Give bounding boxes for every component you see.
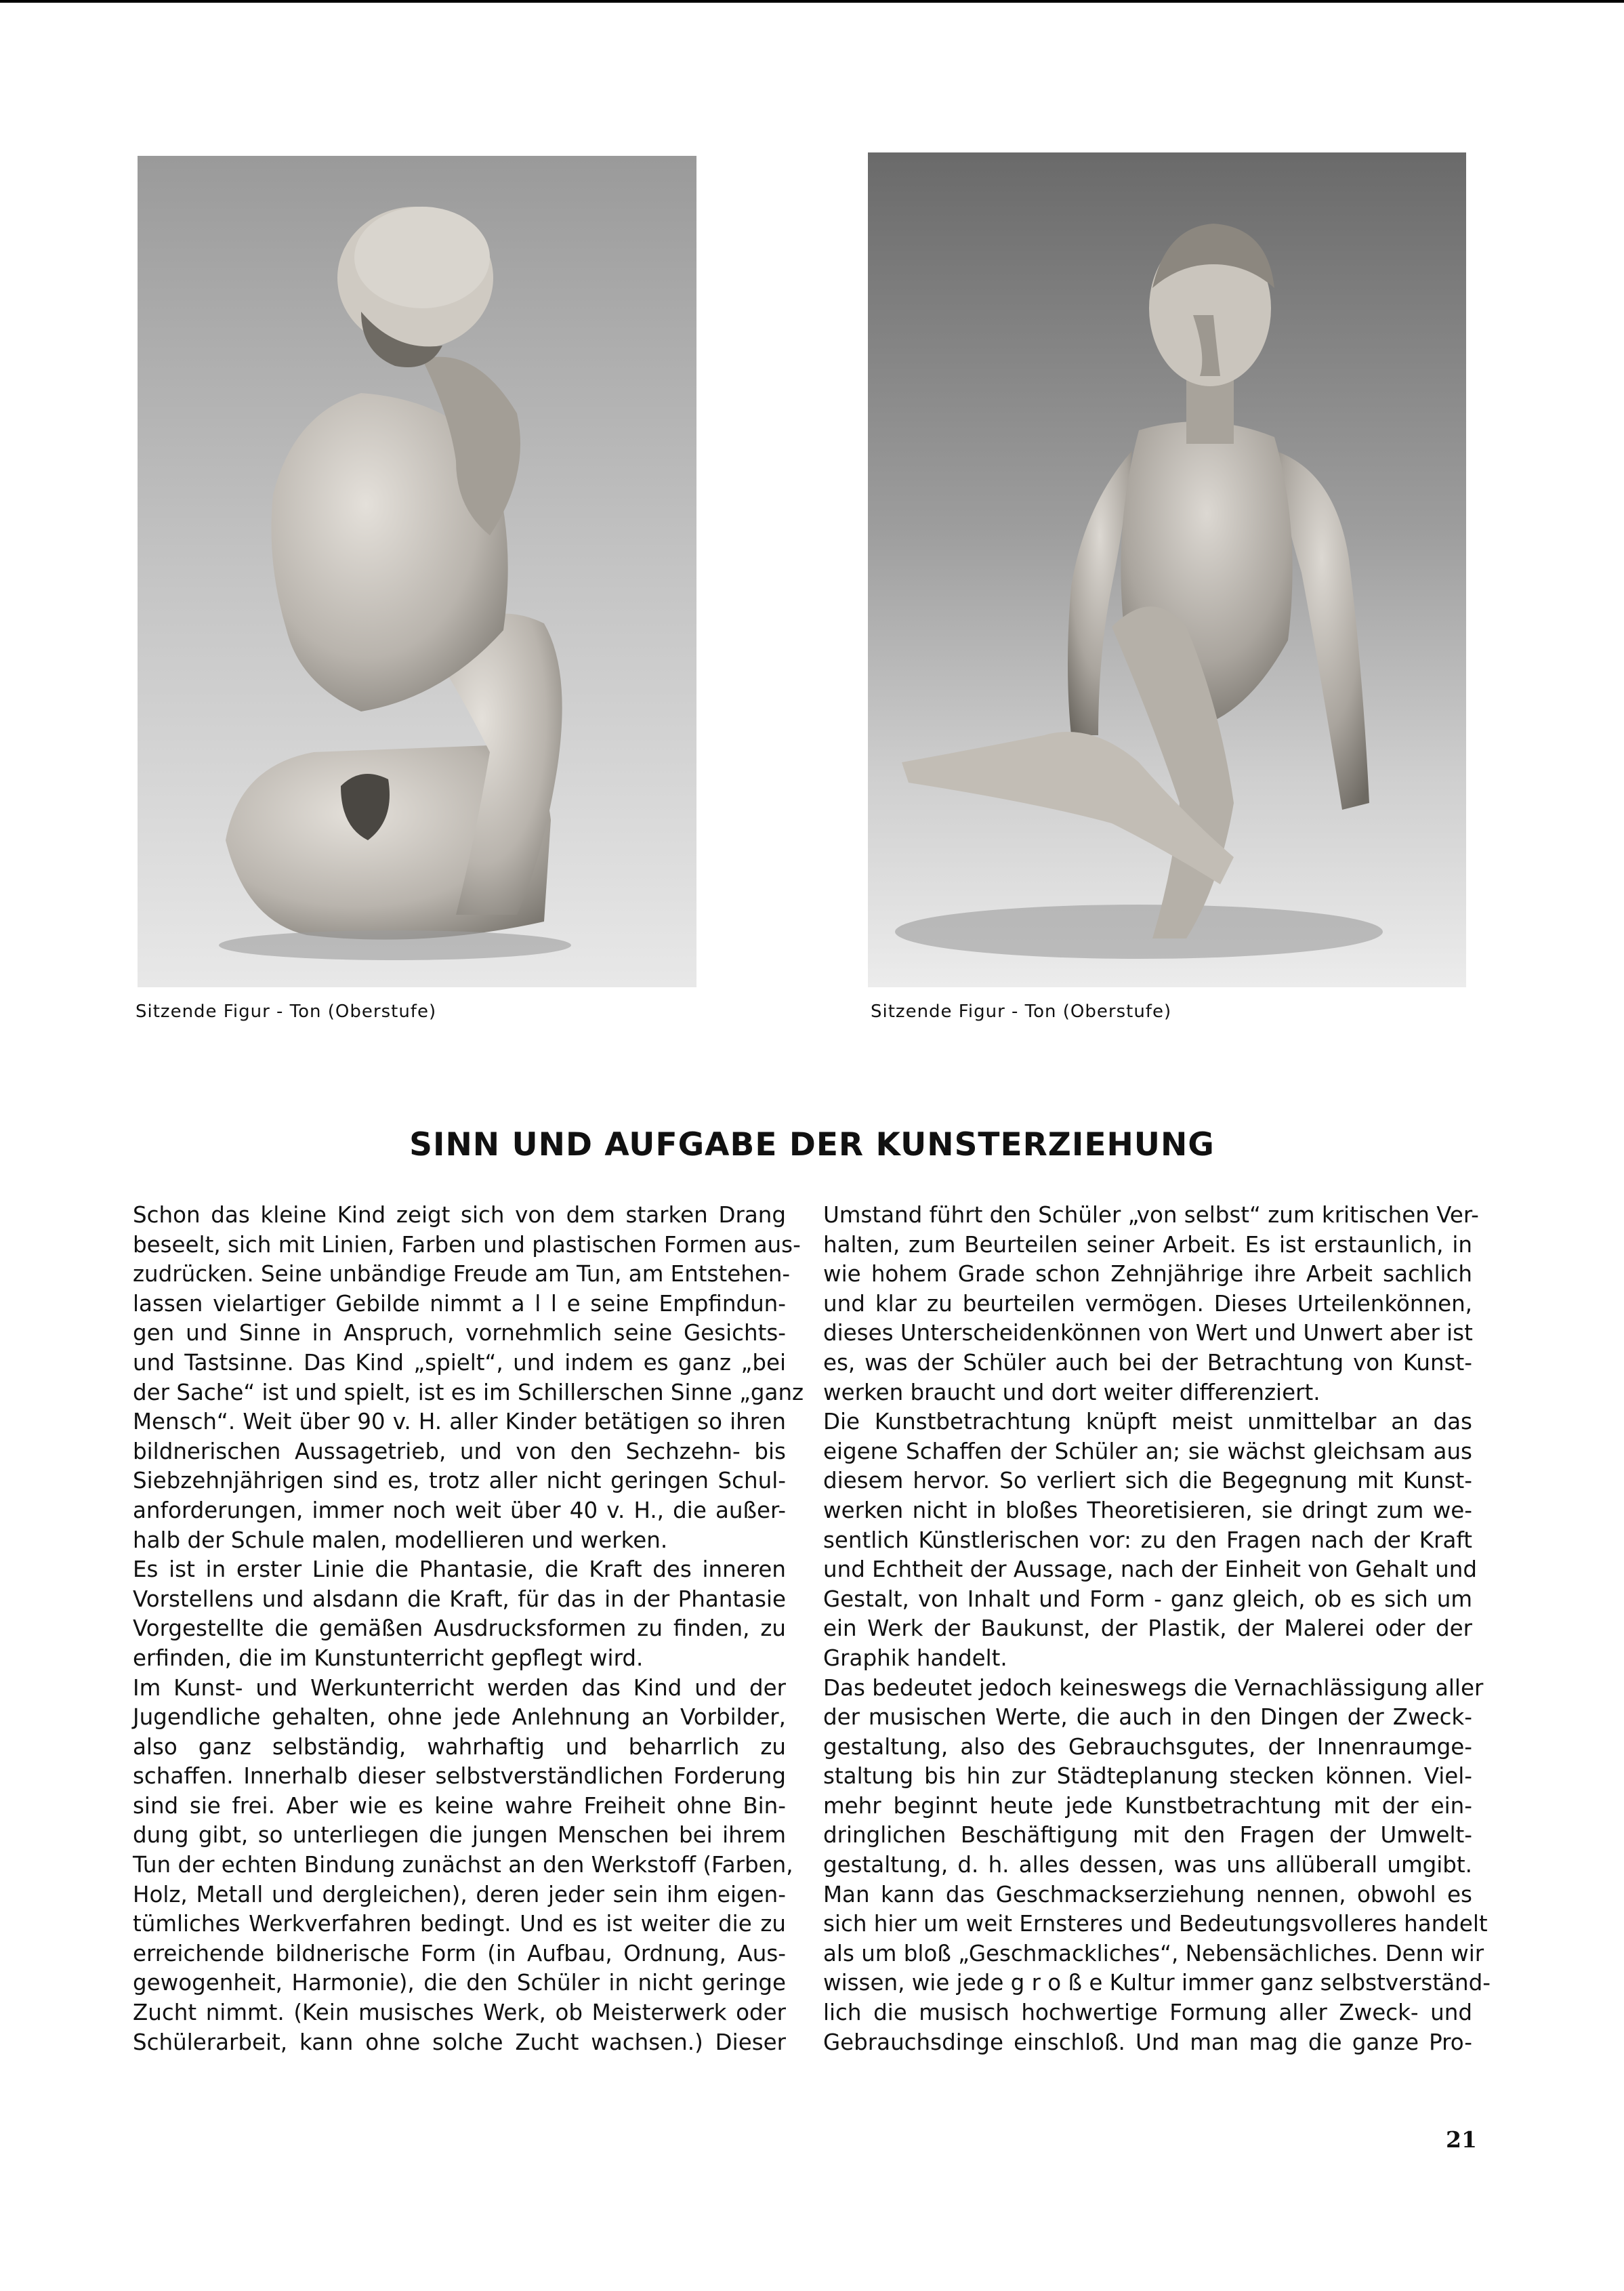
text-line: Man kann das Geschmackserziehung nennen, obwohl es bbox=[823, 1881, 1472, 1907]
text-line: Umstand führt den Schüler „von selbst“ zum kritischen Ver- bbox=[823, 1202, 1479, 1228]
text-line: Schülerarbeit, kann ohne solche Zucht wachsen.) Dieser bbox=[133, 2029, 786, 2055]
text-line: beseelt, sich mit Linien, Farben und plastischen Formen aus- bbox=[133, 1231, 801, 1258]
text-line: Siebzehnjährigen sind es, trotz aller nicht geringen Schul- bbox=[133, 1468, 786, 1494]
text-line: Es ist in erster Linie die Phantasie, die Kraft des inneren bbox=[133, 1556, 786, 1583]
text-line: sind sie frei. Aber wie es keine wahre Freiheit ohne Bin- bbox=[133, 1792, 786, 1819]
text-line: Tun der echten Bindung zunächst an den Werkstoff (Farben, bbox=[133, 1852, 793, 1878]
text-line: wie hohem Grade schon Zehnjährige ihre Arbeit sachlich bbox=[823, 1261, 1472, 1287]
text-line: werken braucht und dort weiter differenziert. bbox=[823, 1379, 1320, 1405]
photo-seated-figure-right bbox=[868, 152, 1466, 987]
text-line: erreichende bildnerische Form (in Aufbau, Ordnung, Aus- bbox=[133, 1940, 786, 1966]
text-line: Graphik handelt. bbox=[823, 1645, 1007, 1671]
text-line: gestaltung, d. h. alles dessen, was uns allüberall umgibt. bbox=[823, 1852, 1472, 1878]
text-line: und Echtheit der Aussage, nach der Einheit von Gehalt und bbox=[823, 1556, 1477, 1583]
text-line: dringlichen Beschäftigung mit den Fragen der Umwelt- bbox=[823, 1822, 1472, 1849]
text-line: gestaltung, also des Gebrauchsgutes, der Innenraumge- bbox=[823, 1733, 1472, 1760]
text-line: Gebrauchsdinge einschloß. Und man mag die ganze Pro- bbox=[823, 2029, 1472, 2055]
text-line: der musischen Werte, die auch in den Dingen der Zweck- bbox=[823, 1704, 1472, 1731]
text-line: Gestalt, von Inhalt und Form - ganz gleich, ob es sich um bbox=[823, 1586, 1472, 1612]
text-line: werken nicht in bloßes Theoretisieren, sie dringt zum we- bbox=[823, 1497, 1472, 1523]
text-line: lich die musisch hochwertige Formung aller Zweck- und bbox=[823, 2000, 1472, 2026]
text-line: eigene Schaffen der Schüler an; sie wächst gleichsam aus bbox=[823, 1438, 1472, 1464]
text-column-left bbox=[133, 1201, 804, 2057]
text-line: es, was der Schüler auch bei der Betrachtung von Kunst- bbox=[823, 1349, 1472, 1376]
text-line: Das bedeutet jedoch keineswegs die Vernachlässigung aller bbox=[823, 1674, 1484, 1701]
text-line: Zucht nimmt. (Kein musisches Werk, ob Meisterwerk oder bbox=[133, 2000, 786, 2026]
text-column-right bbox=[823, 1201, 1491, 2057]
text-line: wissen, wie jede g r o ß e Kultur immer ganz selbstverständ- bbox=[823, 1970, 1491, 1996]
text-line: Schon das kleine Kind zeigt sich von dem starken Drang bbox=[133, 1202, 786, 1228]
text-line: staltung bis hin zur Städteplanung stecken können. Viel- bbox=[823, 1763, 1472, 1790]
text-line: Im Kunst- und Werkunterricht werden das Kind und der bbox=[133, 1674, 786, 1701]
photo-seated-figure-left bbox=[138, 156, 696, 987]
text-line: dieses Unterscheidenkönnen von Wert und Unwert aber ist bbox=[823, 1320, 1473, 1346]
text-line: also ganz selbständig, wahrhaftig und beharrlich zu bbox=[133, 1733, 786, 1760]
photo-caption-left: Sitzende Figur - Ton (Oberstufe) bbox=[136, 1002, 437, 1022]
text-line: mehr beginnt heute jede Kunstbetrachtung mit der ein- bbox=[823, 1792, 1472, 1819]
text-line: sich hier um weit Ernsteres und Bedeutungsvolleres handelt bbox=[823, 1911, 1488, 1937]
page-number: 21 bbox=[1446, 2126, 1477, 2153]
text-line: der Sache“ ist und spielt, ist es im Schillerschen Sinne „ganz bbox=[133, 1379, 804, 1405]
text-line: Vorgestellte die gemäßen Ausdrucksformen zu finden, zu bbox=[133, 1615, 786, 1642]
text-line: Die Kunstbetrachtung knüpft meist unmittelbar an das bbox=[823, 1409, 1472, 1435]
text-line: gewogenheit, Harmonie), die den Schüler in nicht geringe bbox=[133, 1970, 786, 1996]
text-line: Jugendliche gehalten, ohne jede Anlehnung an Vorbilder, bbox=[133, 1704, 786, 1731]
text-line: Vorstellens und alsdann die Kraft, für das in der Phantasie bbox=[133, 1586, 786, 1612]
text-line: halten, zum Beurteilen seiner Arbeit. Es ist erstaunlich, in bbox=[823, 1231, 1472, 1258]
text-line: schaffen. Innerhalb dieser selbstverständlichen Forderung bbox=[133, 1763, 786, 1790]
text-line: zudrücken. Seine unbändige Freude am Tun, am Entstehen- bbox=[133, 1261, 791, 1287]
top-rule bbox=[0, 0, 1624, 3]
text-line: lassen vielartiger Gebilde nimmt a l l e seine Empfindun- bbox=[133, 1290, 786, 1317]
text-line: erfinden, die im Kunstunterricht gepflegt wird. bbox=[133, 1645, 644, 1671]
text-line: Holz, Metall und dergleichen), deren jeder sein ihm eigen- bbox=[133, 1881, 786, 1907]
article-title: SINN UND AUFGABE DER KUNSTERZIEHUNG bbox=[409, 1126, 1215, 1163]
text-line: dung gibt, so unterliegen die jungen Menschen bei ihrem bbox=[133, 1822, 786, 1849]
text-line: gen und Sinne in Anspruch, vornehmlich seine Gesichts- bbox=[133, 1320, 786, 1346]
text-line: diesem hervor. So verliert sich die Begegnung mit Kunst- bbox=[823, 1468, 1472, 1494]
text-line: und klar zu beurteilen vermögen. Dieses Urteilenkönnen, bbox=[823, 1290, 1472, 1317]
photo-caption-right: Sitzende Figur - Ton (Oberstufe) bbox=[871, 1002, 1172, 1022]
text-line: und Tastsinne. Das Kind „spielt“, und indem es ganz „bei bbox=[133, 1349, 786, 1376]
text-line: halb der Schule malen, modellieren und werken. bbox=[133, 1527, 668, 1553]
text-line: ein Werk der Baukunst, der Plastik, der Malerei oder der bbox=[823, 1615, 1472, 1642]
text-line: tümliches Werkverfahren bedingt. Und es ist weiter die zu bbox=[133, 1911, 786, 1937]
text-line: als um bloß „Geschmackliches“, Nebensächliches. Denn wir bbox=[823, 1940, 1484, 1966]
text-line: Mensch“. Weit über 90 v. H. aller Kinder betätigen so ihren bbox=[133, 1409, 786, 1435]
text-line: sentlich Künstlerischen vor: zu den Fragen nach der Kraft bbox=[823, 1527, 1472, 1553]
text-line: anforderungen, immer noch weit über 40 v. H., die außer- bbox=[133, 1497, 786, 1523]
text-line: bildnerischen Aussagetrieb, und von den Sechzehn- bis bbox=[133, 1438, 786, 1464]
